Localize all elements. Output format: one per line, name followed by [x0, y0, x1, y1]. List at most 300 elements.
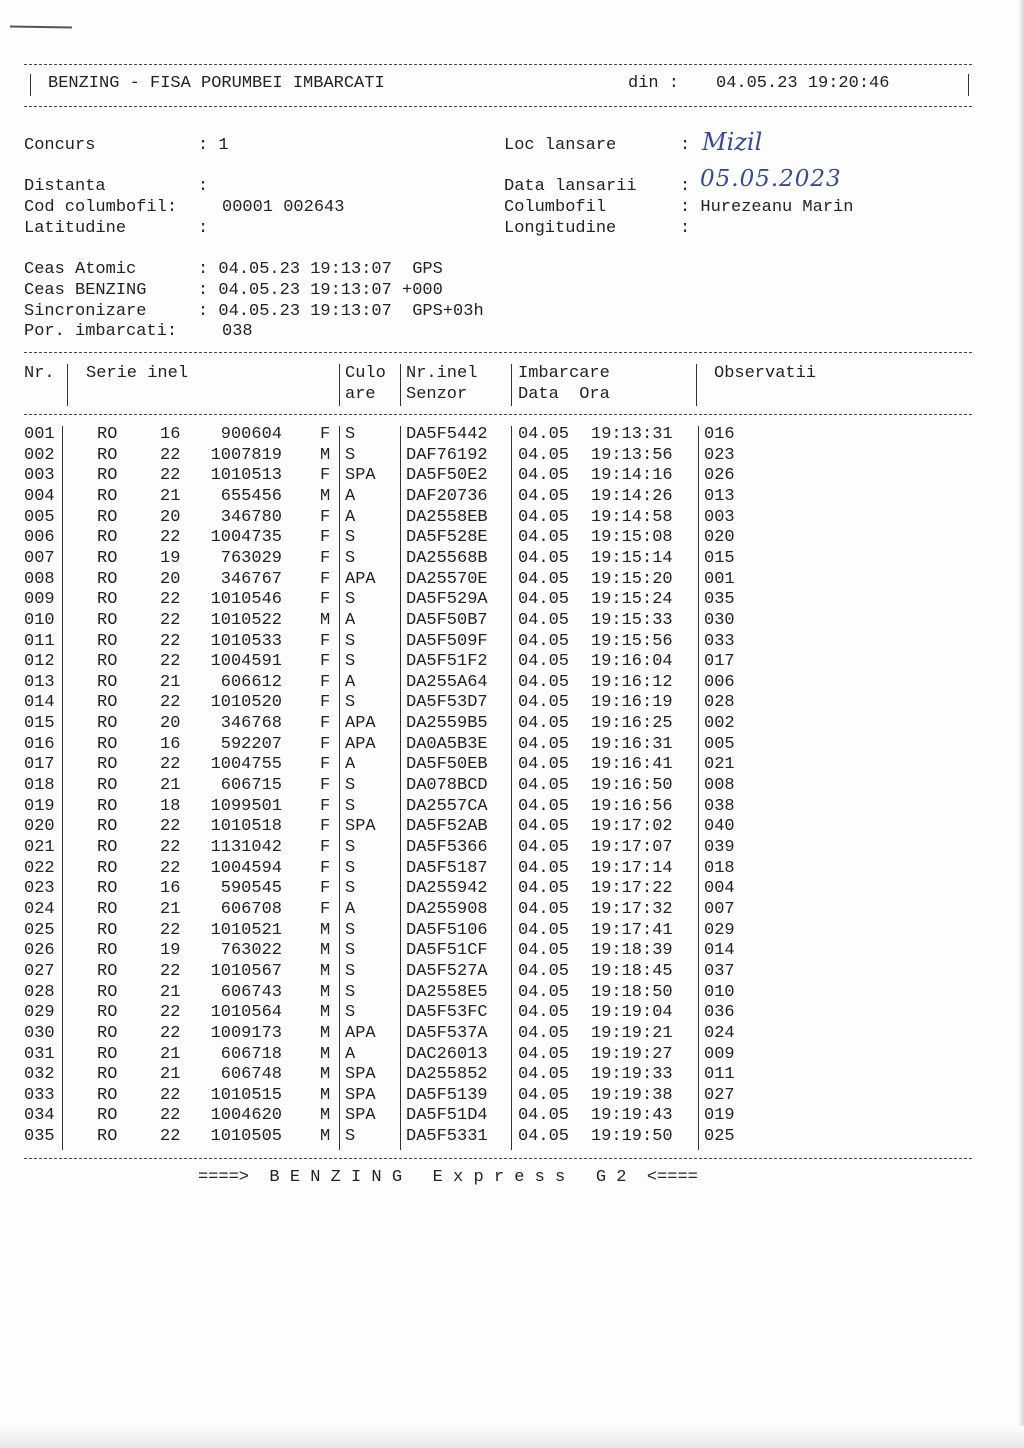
row-sensor: DA5F5139: [406, 1085, 488, 1105]
row-obs: 003: [704, 507, 735, 527]
row-year: 20: [160, 507, 181, 527]
row-obs: 011: [704, 1065, 735, 1085]
row-color: SPA: [345, 466, 376, 486]
row-ring: 1004620: [210, 1106, 282, 1126]
row-obs: 040: [704, 817, 735, 837]
row-country: RO: [97, 879, 118, 899]
row-sex: M: [320, 486, 331, 506]
header-left-bar: [30, 74, 31, 96]
row-sex: F: [320, 528, 331, 548]
row-obs: 007: [704, 899, 735, 919]
row-sex: F: [320, 466, 331, 486]
row-year: 21: [160, 899, 181, 919]
longitudine-label: Longitudine: [504, 219, 617, 238]
row-ring: 1009173: [210, 1023, 282, 1043]
row-time: 19:17:02: [591, 817, 673, 837]
row-sensor: DA5F53D7: [406, 693, 488, 713]
row-date: 04.05: [518, 693, 570, 713]
row-color: S: [345, 528, 356, 548]
row-color: A: [345, 486, 356, 506]
row-sex: F: [320, 569, 331, 589]
row-date: 04.05: [518, 486, 570, 506]
header-sep-culoare: [400, 364, 401, 406]
row-color: A: [345, 507, 356, 527]
row-year: 19: [160, 548, 181, 568]
row-year: 19: [160, 941, 181, 961]
row-obs: 019: [704, 1106, 735, 1126]
row-country: RO: [97, 548, 118, 568]
row-sex: F: [320, 425, 331, 444]
row-ring: 1099501: [210, 796, 282, 816]
row-color: S: [345, 920, 356, 940]
row-year: 18: [160, 796, 181, 816]
scan-bottom-shadow: [0, 1426, 1024, 1448]
row-date: 04.05: [518, 941, 570, 961]
row-country: RO: [97, 1127, 118, 1147]
row-ring: 1010522: [210, 610, 282, 630]
row-time: 19:15:24: [591, 590, 673, 610]
row-date: 04.05: [518, 1127, 570, 1147]
row-ring: 1010518: [210, 817, 282, 837]
row-nr: 032: [24, 1065, 55, 1085]
row-sex: M: [320, 610, 331, 630]
row-date: 04.05: [518, 961, 570, 981]
row-time: 19:16:56: [591, 796, 673, 816]
porumbei-imbarcati-value: 038: [222, 322, 253, 341]
row-country: RO: [97, 1065, 118, 1085]
row-nr: 027: [24, 961, 55, 981]
row-nr: 004: [24, 486, 55, 506]
table-header-rule: [24, 414, 972, 415]
row-color: S: [345, 776, 356, 796]
row-nr: 008: [24, 569, 55, 589]
row-year: 22: [160, 1023, 181, 1043]
row-sex: F: [320, 590, 331, 610]
row-nr: 017: [24, 755, 55, 775]
row-sex: M: [320, 1065, 331, 1085]
row-nr: 014: [24, 693, 55, 713]
row-sensor: DA5F5366: [406, 838, 488, 857]
row-color: S: [345, 858, 356, 878]
row-obs: 029: [704, 920, 735, 940]
row-obs: 013: [704, 486, 735, 506]
row-time: 19:17:32: [591, 899, 673, 919]
row-sensor: DA5F51D4: [406, 1106, 488, 1126]
row-time: 19:19:33: [591, 1065, 673, 1085]
row-date: 04.05: [518, 631, 570, 651]
row-nr: 021: [24, 838, 55, 857]
row-sensor: DA5F50E2: [406, 466, 488, 486]
print-datetime: 04.05.23 19:20:46: [716, 74, 890, 93]
row-country: RO: [97, 425, 118, 444]
row-nr: 019: [24, 796, 55, 816]
row-color: APA: [345, 1023, 376, 1043]
row-country: RO: [97, 858, 118, 878]
row-country: RO: [97, 796, 118, 816]
row-year: 21: [160, 776, 181, 796]
din-label: din :: [628, 74, 680, 93]
row-ring: 1010513: [210, 466, 282, 486]
row-country: RO: [97, 776, 118, 796]
loc-lansare-handwritten: Mizil: [702, 128, 763, 156]
scan-mark: [10, 25, 72, 28]
col-header-culoare-2: are: [345, 385, 376, 404]
row-date: 04.05: [518, 548, 570, 568]
row-country: RO: [97, 652, 118, 672]
row-time: 19:15:08: [591, 528, 673, 548]
row-color: S: [345, 590, 356, 610]
row-nr: 028: [24, 982, 55, 1002]
row-country: RO: [97, 445, 118, 465]
row-sex: M: [320, 1085, 331, 1105]
columbofil-value: : Hurezeanu Marin: [680, 198, 854, 217]
row-date: 04.05: [518, 982, 570, 1002]
row-country: RO: [97, 590, 118, 610]
row-sensor: DA25570E: [406, 569, 488, 589]
row-color: S: [345, 941, 356, 961]
row-time: 19:16:31: [591, 734, 673, 754]
row-color: A: [345, 672, 356, 692]
row-year: 21: [160, 672, 181, 692]
row-nr: 012: [24, 652, 55, 672]
row-sensor: DA2558EB: [406, 507, 488, 527]
header-sep-senzor: [511, 364, 512, 406]
row-nr: 010: [24, 610, 55, 630]
row-obs: 035: [704, 590, 735, 610]
row-nr: 009: [24, 590, 55, 610]
row-country: RO: [97, 1003, 118, 1023]
row-time: 19:15:20: [591, 569, 673, 589]
col-header-nrinel-1: Nr.inel: [406, 364, 478, 383]
row-color: S: [345, 425, 356, 444]
row-date: 04.05: [518, 1065, 570, 1085]
row-sensor: DA5F528E: [406, 528, 488, 548]
concurs-value: : 1: [198, 136, 229, 155]
row-sensor: DA5F5106: [406, 920, 488, 940]
row-year: 22: [160, 693, 181, 713]
row-color: S: [345, 652, 356, 672]
row-date: 04.05: [518, 1106, 570, 1126]
row-time: 19:19:27: [591, 1044, 673, 1064]
row-obs: 038: [704, 796, 735, 816]
header-right-bar: [968, 74, 969, 96]
row-date: 04.05: [518, 672, 570, 692]
body-sep-serie: [339, 426, 340, 1150]
cod-value: 00001 002643: [222, 198, 345, 217]
row-date: 04.05: [518, 817, 570, 837]
row-time: 19:15:33: [591, 610, 673, 630]
row-sex: F: [320, 838, 331, 857]
col-header-culoare-1: Culo: [345, 364, 386, 383]
row-country: RO: [97, 1023, 118, 1043]
row-sex: M: [320, 982, 331, 1002]
row-year: 22: [160, 652, 181, 672]
col-header-nrinel-2: Senzor: [406, 385, 468, 404]
row-country: RO: [97, 961, 118, 981]
row-time: 19:19:50: [591, 1127, 673, 1147]
row-color: S: [345, 838, 356, 857]
row-time: 19:14:16: [591, 466, 673, 486]
row-ring: 1007819: [210, 445, 282, 465]
row-color: S: [345, 445, 356, 465]
row-sex: F: [320, 672, 331, 692]
row-date: 04.05: [518, 1044, 570, 1064]
row-sex: M: [320, 1127, 331, 1147]
row-nr: 026: [24, 941, 55, 961]
header-bottom-rule: [24, 106, 972, 107]
row-nr: 030: [24, 1023, 55, 1043]
row-year: 16: [160, 879, 181, 899]
row-nr: 016: [24, 734, 55, 754]
row-sex: F: [320, 899, 331, 919]
porumbei-imbarcati-label: Por. imbarcati:: [24, 322, 178, 341]
row-time: 19:14:58: [591, 507, 673, 527]
row-year: 22: [160, 610, 181, 630]
row-sensor: DA2557CA: [406, 796, 488, 816]
row-color: A: [345, 610, 356, 630]
row-country: RO: [97, 631, 118, 651]
row-sensor: DA25568B: [406, 548, 488, 568]
row-country: RO: [97, 982, 118, 1002]
row-color: S: [345, 631, 356, 651]
row-sensor: DA5F52AB: [406, 817, 488, 837]
row-country: RO: [97, 838, 118, 857]
row-ring: 1010520: [210, 693, 282, 713]
distanta-label: Distanta: [24, 177, 106, 196]
table-top-rule: [24, 352, 972, 353]
row-sex: M: [320, 941, 331, 961]
row-sex: M: [320, 1003, 331, 1023]
row-country: RO: [97, 528, 118, 548]
col-header-imbarcare-1: Imbarcare: [518, 364, 610, 383]
row-year: 22: [160, 817, 181, 837]
row-country: RO: [97, 920, 118, 940]
row-date: 04.05: [518, 879, 570, 899]
row-nr: 011: [24, 631, 55, 651]
row-year: 21: [160, 1044, 181, 1064]
data-lansarii-colon: :: [680, 177, 691, 196]
row-obs: 028: [704, 693, 735, 713]
row-sex: F: [320, 652, 331, 672]
row-nr: 015: [24, 714, 55, 734]
table-bottom-rule: [24, 1158, 972, 1159]
row-sensor: DA5F529A: [406, 590, 488, 610]
row-time: 19:16:19: [591, 693, 673, 713]
row-nr: 005: [24, 507, 55, 527]
body-sep-imbarcare: [698, 426, 699, 1150]
row-nr: 002: [24, 445, 55, 465]
ceas-atomic-label: Ceas Atomic: [24, 260, 137, 279]
row-country: RO: [97, 507, 118, 527]
row-ring: 346768: [220, 714, 282, 734]
row-sex: F: [320, 548, 331, 568]
row-obs: 006: [704, 672, 735, 692]
row-date: 04.05: [518, 445, 570, 465]
distanta-value: :: [198, 177, 209, 196]
row-color: S: [345, 796, 356, 816]
row-ring: 1010521: [210, 920, 282, 940]
row-sex: F: [320, 693, 331, 713]
row-nr: 029: [24, 1003, 55, 1023]
row-sex: M: [320, 1044, 331, 1064]
cod-label: Cod columbofil:: [24, 198, 178, 217]
row-time: 19:16:25: [591, 714, 673, 734]
row-year: 21: [160, 1065, 181, 1085]
row-ring: 590545: [220, 879, 282, 899]
row-sensor: DAC26013: [406, 1044, 488, 1064]
row-obs: 025: [704, 1127, 735, 1147]
row-color: A: [345, 755, 356, 775]
row-date: 04.05: [518, 920, 570, 940]
row-ring: 1010567: [210, 961, 282, 981]
ceas-atomic-value: : 04.05.23 19:13:07 GPS: [198, 260, 443, 279]
row-nr: 018: [24, 776, 55, 796]
row-year: 22: [160, 1127, 181, 1147]
row-nr: 024: [24, 899, 55, 919]
row-ring: 763029: [220, 548, 282, 568]
row-time: 19:15:56: [591, 631, 673, 651]
row-year: 22: [160, 1085, 181, 1105]
row-date: 04.05: [518, 776, 570, 796]
row-sensor: DA5F51CF: [406, 941, 488, 961]
row-date: 04.05: [518, 1003, 570, 1023]
row-obs: 020: [704, 528, 735, 548]
row-sex: F: [320, 776, 331, 796]
row-ring: 900604: [220, 425, 282, 444]
row-obs: 036: [704, 1003, 735, 1023]
row-sensor: DA255852: [406, 1065, 488, 1085]
row-nr: 007: [24, 548, 55, 568]
row-ring: 606743: [220, 982, 282, 1002]
row-country: RO: [97, 734, 118, 754]
row-time: 19:17:22: [591, 879, 673, 899]
row-ring: 1010515: [210, 1085, 282, 1105]
row-date: 04.05: [518, 466, 570, 486]
row-ring: 1010533: [210, 631, 282, 651]
body-sep-senzor: [511, 426, 512, 1150]
row-obs: 033: [704, 631, 735, 651]
data-lansarii-handwritten: 05.05.2023: [700, 166, 842, 192]
row-sex: M: [320, 961, 331, 981]
row-time: 19:19:38: [591, 1085, 673, 1105]
row-ring: 1010505: [210, 1127, 282, 1147]
row-obs: 009: [704, 1044, 735, 1064]
latitudine-value: :: [198, 219, 209, 238]
row-date: 04.05: [518, 858, 570, 878]
row-sex: M: [320, 1106, 331, 1126]
row-color: S: [345, 548, 356, 568]
row-color: S: [345, 961, 356, 981]
col-header-serie: Serie inel: [86, 364, 189, 383]
row-obs: 021: [704, 755, 735, 775]
row-date: 04.05: [518, 590, 570, 610]
col-header-imbarcare-2: Data Ora: [518, 385, 610, 404]
row-nr: 023: [24, 879, 55, 899]
row-color: A: [345, 899, 356, 919]
row-date: 04.05: [518, 714, 570, 734]
row-ring: 1010546: [210, 590, 282, 610]
row-sensor: DA0A5B3E: [406, 734, 488, 754]
row-sex: F: [320, 507, 331, 527]
document-title: BENZING - FISA PORUMBEI IMBARCATI: [48, 74, 385, 93]
scan-edge-shadow: [1018, 0, 1024, 1448]
row-ring: 346767: [220, 569, 282, 589]
col-header-nr: Nr.: [24, 364, 55, 383]
row-nr: 001: [24, 425, 55, 444]
row-year: 22: [160, 858, 181, 878]
row-sex: M: [320, 445, 331, 465]
row-country: RO: [97, 1085, 118, 1105]
row-sensor: DA2558E5: [406, 982, 488, 1002]
row-year: 22: [160, 1003, 181, 1023]
row-year: 22: [160, 1106, 181, 1126]
row-year: 22: [160, 528, 181, 548]
row-sensor: DA5F5187: [406, 858, 488, 878]
loc-lansare-colon: :: [680, 136, 691, 155]
row-time: 19:17:41: [591, 920, 673, 940]
row-year: 21: [160, 486, 181, 506]
row-nr: 013: [24, 672, 55, 692]
row-year: 21: [160, 982, 181, 1002]
row-time: 19:19:04: [591, 1003, 673, 1023]
row-time: 19:17:07: [591, 838, 673, 857]
row-time: 19:13:56: [591, 445, 673, 465]
sincronizare-label: Sincronizare: [24, 302, 147, 321]
row-color: A: [345, 1044, 356, 1064]
row-sex: F: [320, 755, 331, 775]
body-sep-culoare: [400, 426, 401, 1150]
row-nr: 031: [24, 1044, 55, 1064]
header-top-rule: [24, 64, 972, 65]
row-sensor: DA255908: [406, 899, 488, 919]
row-country: RO: [97, 610, 118, 630]
row-date: 04.05: [518, 796, 570, 816]
row-sensor: DAF20736: [406, 486, 488, 506]
row-sensor: DA5F509F: [406, 631, 488, 651]
row-time: 19:18:39: [591, 941, 673, 961]
row-nr: 003: [24, 466, 55, 486]
row-date: 04.05: [518, 425, 570, 444]
row-country: RO: [97, 899, 118, 919]
row-sensor: DA5F537A: [406, 1023, 488, 1043]
row-year: 16: [160, 425, 181, 444]
row-color: SPA: [345, 1085, 376, 1105]
row-sex: M: [320, 920, 331, 940]
data-lansarii-label: Data lansarii: [504, 177, 637, 196]
row-year: 20: [160, 569, 181, 589]
row-obs: 010: [704, 982, 735, 1002]
row-date: 04.05: [518, 838, 570, 857]
row-date: 04.05: [518, 1023, 570, 1043]
row-year: 20: [160, 714, 181, 734]
row-nr: 022: [24, 858, 55, 878]
row-nr: 034: [24, 1106, 55, 1126]
row-obs: 004: [704, 879, 735, 899]
ceas-benzing-label: Ceas BENZING: [24, 281, 147, 300]
row-date: 04.05: [518, 610, 570, 630]
sincronizare-value: : 04.05.23 19:13:07 GPS+03h: [198, 302, 484, 321]
row-obs: 005: [704, 734, 735, 754]
row-nr: 033: [24, 1085, 55, 1105]
row-ring: 1010564: [210, 1003, 282, 1023]
longitudine-value: :: [680, 219, 691, 238]
row-color: APA: [345, 734, 376, 754]
row-year: 22: [160, 466, 181, 486]
row-obs: 030: [704, 610, 735, 630]
row-ring: 655456: [220, 486, 282, 506]
row-country: RO: [97, 941, 118, 961]
row-country: RO: [97, 693, 118, 713]
